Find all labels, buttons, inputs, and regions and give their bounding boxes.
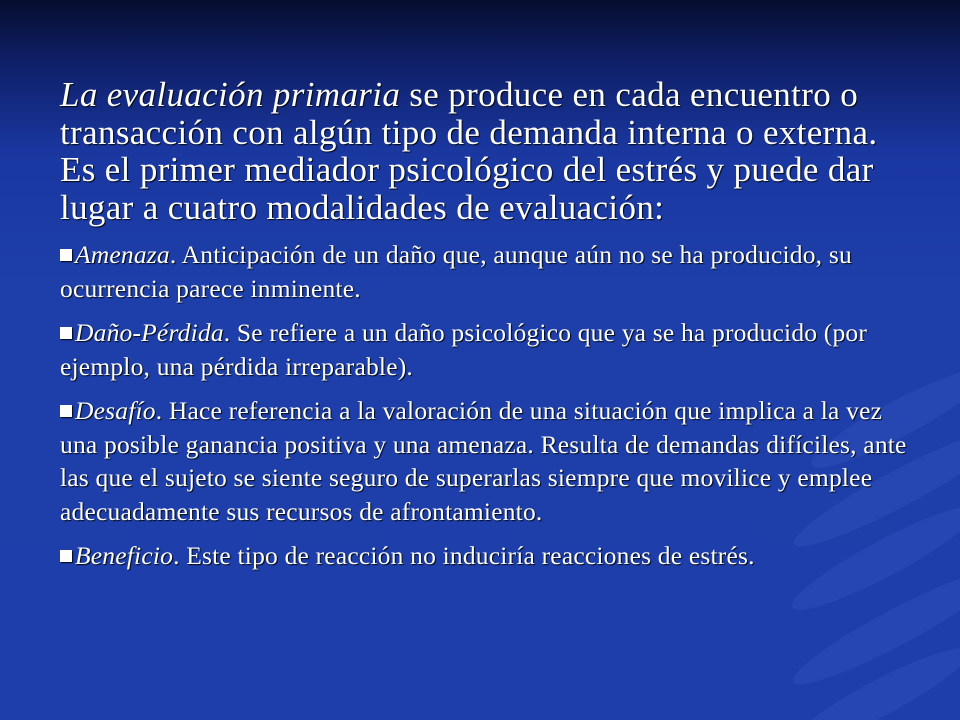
- bullet-term: Desafío: [75, 396, 156, 425]
- bullet-term: Amenaza: [75, 240, 170, 269]
- bullet-term: Beneficio: [75, 541, 174, 570]
- bullet-item-dano-perdida: [60, 316, 910, 383]
- bullet-text: . Anticipación de un daño que, aunque aún no se ha producido, su ocurrencia parece inminente.: [60, 240, 852, 303]
- square-bullet-icon: [60, 405, 72, 417]
- bullet-text: . Hace referencia a la valoración de una situación que implica a la vez una posible ganancia positiva y una amenaza. Resulta de demandas difíciles, ante las que el sujeto se siente seguro de superarlas siempre que movilice y emplee adecuadamente sus recursos de afrontamiento.: [60, 396, 907, 526]
- square-bullet-icon: [60, 327, 72, 339]
- bullet-text: . Este tipo de reacción no induciría reacciones de estrés.: [173, 541, 755, 570]
- bullet-item-desafio: [60, 394, 910, 528]
- intro-paragraph: [60, 76, 910, 226]
- bullet-term: Daño-Pérdida: [75, 318, 224, 347]
- square-bullet-icon: [60, 550, 72, 562]
- bullet-item-amenaza: [60, 238, 910, 305]
- intro-term: La evaluación primaria: [60, 75, 401, 114]
- bullet-text: . Se refiere a un daño psicológico que ya se ha producido (por ejemplo, una pérdida irreparable).: [60, 318, 868, 381]
- square-bullet-icon: [60, 249, 72, 261]
- slide-content: [60, 76, 910, 584]
- bullet-item-beneficio: [60, 539, 910, 573]
- intro-text: se produce en cada encuentro o transacción con algún tipo de demanda interna o externa. Es el primer mediador psicológico del estrés y puede dar lugar a cuatro modalidades de evaluación:: [60, 75, 878, 227]
